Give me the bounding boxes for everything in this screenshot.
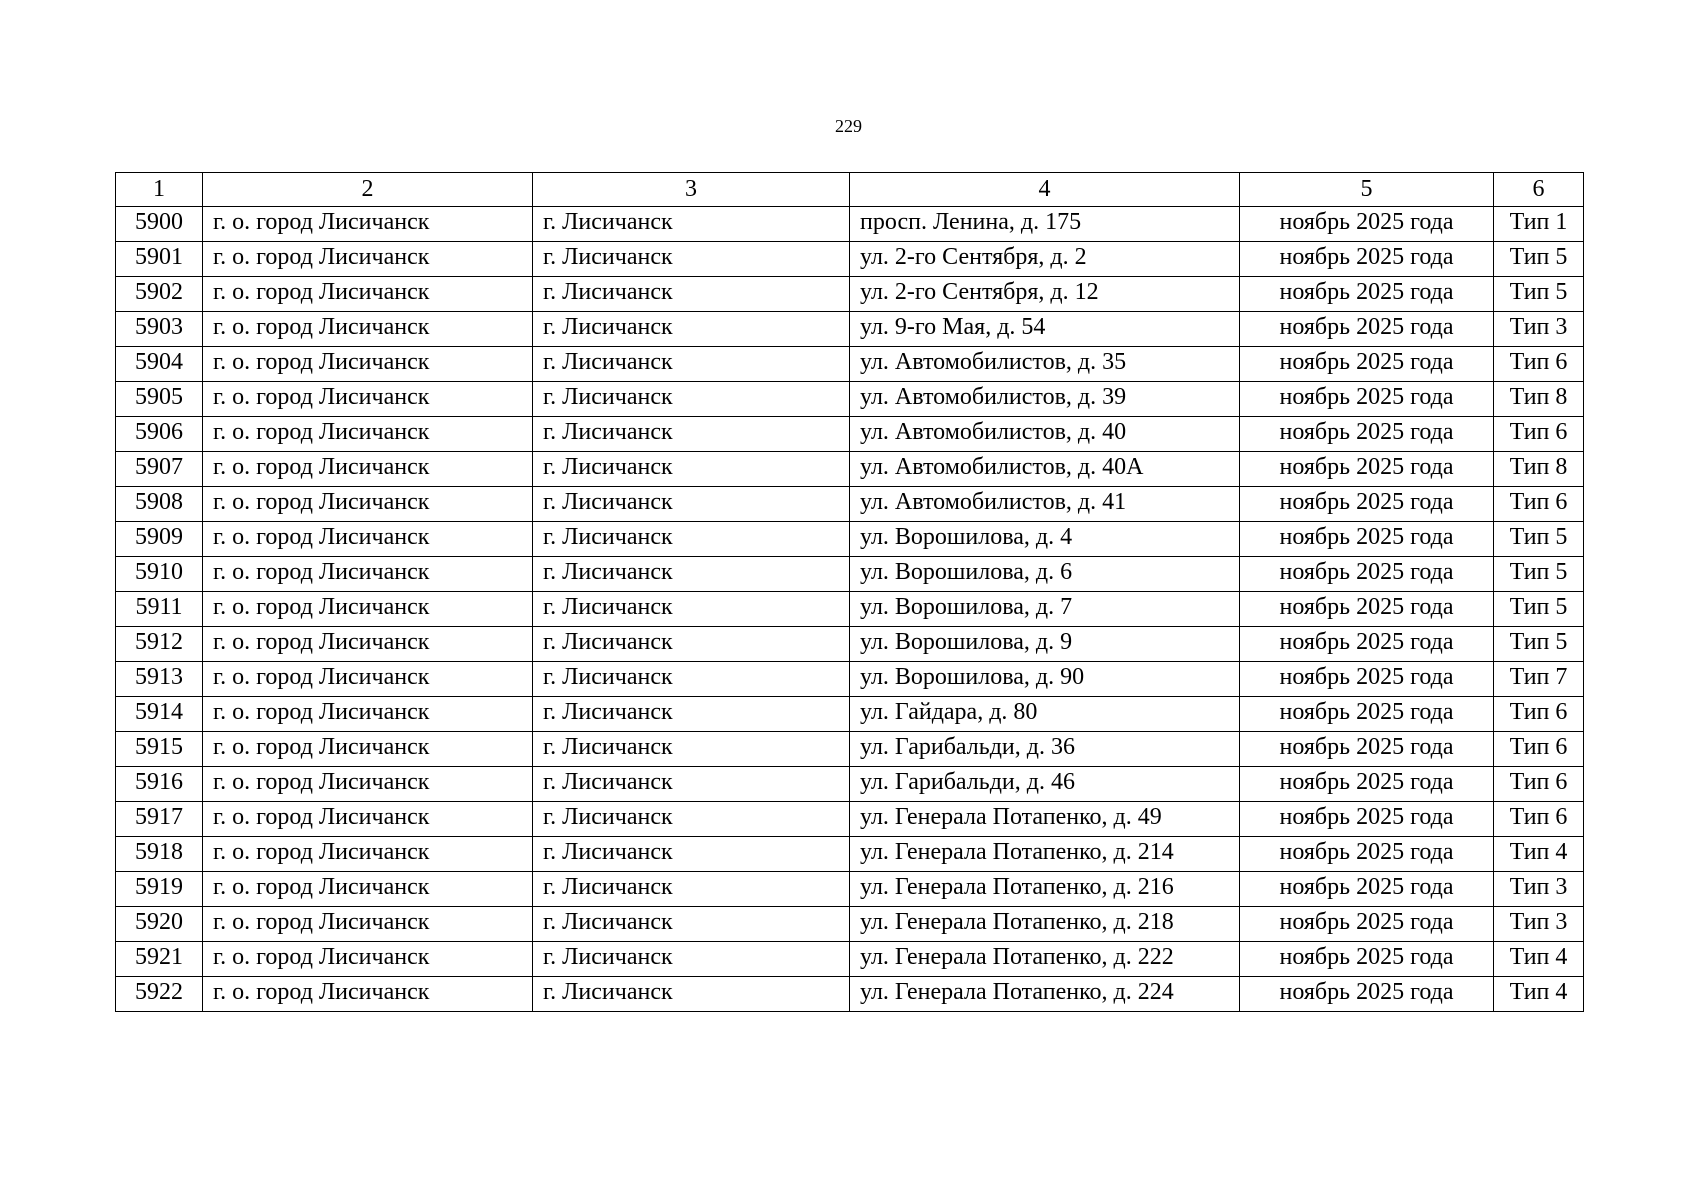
cell-district: г. о. город Лисичанск <box>203 452 533 487</box>
cell-type: Тип 4 <box>1494 977 1584 1012</box>
table-header <box>116 173 1584 207</box>
column-header-6: 6 <box>1494 173 1584 207</box>
cell-address: ул. Ворошилова, д. 9 <box>850 627 1240 662</box>
cell-address: ул. Генерала Потапенко, д. 218 <box>850 907 1240 942</box>
cell-date: ноябрь 2025 года <box>1240 557 1494 592</box>
cell-address: ул. Ворошилова, д. 6 <box>850 557 1240 592</box>
cell-address: ул. Генерала Потапенко, д. 222 <box>850 942 1240 977</box>
cell-type: Тип 4 <box>1494 837 1584 872</box>
cell-date: ноябрь 2025 года <box>1240 942 1494 977</box>
cell-type: Тип 4 <box>1494 942 1584 977</box>
table-row <box>116 242 1584 277</box>
cell-number: 5922 <box>116 977 203 1012</box>
table-row <box>116 592 1584 627</box>
cell-type: Тип 5 <box>1494 242 1584 277</box>
cell-date: ноябрь 2025 года <box>1240 207 1494 242</box>
cell-number: 5903 <box>116 312 203 347</box>
table-row <box>116 802 1584 837</box>
cell-number: 5912 <box>116 627 203 662</box>
header-row <box>116 173 1584 207</box>
cell-city: г. Лисичанск <box>533 662 850 697</box>
cell-district: г. о. город Лисичанск <box>203 382 533 417</box>
cell-address: ул. Гарибальди, д. 46 <box>850 767 1240 802</box>
table-row <box>116 977 1584 1012</box>
cell-district: г. о. город Лисичанск <box>203 732 533 767</box>
cell-type: Тип 6 <box>1494 802 1584 837</box>
table-row <box>116 662 1584 697</box>
cell-date: ноябрь 2025 года <box>1240 347 1494 382</box>
cell-address: ул. Автомобилистов, д. 41 <box>850 487 1240 522</box>
cell-type: Тип 8 <box>1494 452 1584 487</box>
cell-number: 5913 <box>116 662 203 697</box>
column-header-4: 4 <box>850 173 1240 207</box>
cell-number: 5919 <box>116 872 203 907</box>
table-row <box>116 207 1584 242</box>
cell-date: ноябрь 2025 года <box>1240 417 1494 452</box>
cell-city: г. Лисичанск <box>533 907 850 942</box>
cell-type: Тип 6 <box>1494 697 1584 732</box>
cell-address: ул. Генерала Потапенко, д. 216 <box>850 872 1240 907</box>
cell-number: 5900 <box>116 207 203 242</box>
table-row <box>116 487 1584 522</box>
cell-date: ноябрь 2025 года <box>1240 522 1494 557</box>
cell-type: Тип 5 <box>1494 522 1584 557</box>
cell-number: 5917 <box>116 802 203 837</box>
cell-district: г. о. город Лисичанск <box>203 592 533 627</box>
cell-address: ул. Ворошилова, д. 4 <box>850 522 1240 557</box>
cell-city: г. Лисичанск <box>533 872 850 907</box>
cell-address: ул. 2-го Сентября, д. 2 <box>850 242 1240 277</box>
cell-number: 5918 <box>116 837 203 872</box>
cell-number: 5901 <box>116 242 203 277</box>
cell-district: г. о. город Лисичанск <box>203 767 533 802</box>
cell-address: ул. 2-го Сентября, д. 12 <box>850 277 1240 312</box>
cell-date: ноябрь 2025 года <box>1240 872 1494 907</box>
cell-number: 5905 <box>116 382 203 417</box>
cell-date: ноябрь 2025 года <box>1240 767 1494 802</box>
cell-date: ноябрь 2025 года <box>1240 977 1494 1012</box>
cell-number: 5907 <box>116 452 203 487</box>
cell-city: г. Лисичанск <box>533 347 850 382</box>
table-row <box>116 732 1584 767</box>
cell-district: г. о. город Лисичанск <box>203 802 533 837</box>
column-header-2: 2 <box>203 173 533 207</box>
cell-district: г. о. город Лисичанск <box>203 977 533 1012</box>
table-row <box>116 347 1584 382</box>
cell-date: ноябрь 2025 года <box>1240 277 1494 312</box>
cell-city: г. Лисичанск <box>533 487 850 522</box>
page-number: 229 <box>835 116 862 136</box>
cell-district: г. о. город Лисичанск <box>203 312 533 347</box>
cell-city: г. Лисичанск <box>533 452 850 487</box>
table-row <box>116 382 1584 417</box>
cell-date: ноябрь 2025 года <box>1240 907 1494 942</box>
cell-address: ул. Автомобилистов, д. 40А <box>850 452 1240 487</box>
table-row <box>116 837 1584 872</box>
table-row <box>116 277 1584 312</box>
cell-city: г. Лисичанск <box>533 242 850 277</box>
cell-city: г. Лисичанск <box>533 802 850 837</box>
cell-city: г. Лисичанск <box>533 382 850 417</box>
table-body <box>116 207 1584 1012</box>
cell-city: г. Лисичанск <box>533 417 850 452</box>
cell-number: 5911 <box>116 592 203 627</box>
cell-date: ноябрь 2025 года <box>1240 837 1494 872</box>
cell-district: г. о. город Лисичанск <box>203 207 533 242</box>
cell-type: Тип 3 <box>1494 872 1584 907</box>
cell-district: г. о. город Лисичанск <box>203 942 533 977</box>
cell-date: ноябрь 2025 года <box>1240 592 1494 627</box>
cell-date: ноябрь 2025 года <box>1240 662 1494 697</box>
cell-date: ноябрь 2025 года <box>1240 242 1494 277</box>
cell-address: ул. Ворошилова, д. 7 <box>850 592 1240 627</box>
cell-number: 5921 <box>116 942 203 977</box>
cell-city: г. Лисичанск <box>533 522 850 557</box>
cell-city: г. Лисичанск <box>533 312 850 347</box>
cell-type: Тип 6 <box>1494 347 1584 382</box>
cell-address: ул. Гайдара, д. 80 <box>850 697 1240 732</box>
cell-district: г. о. город Лисичанск <box>203 487 533 522</box>
cell-number: 5910 <box>116 557 203 592</box>
cell-date: ноябрь 2025 года <box>1240 312 1494 347</box>
cell-district: г. о. город Лисичанск <box>203 347 533 382</box>
cell-address: ул. Ворошилова, д. 90 <box>850 662 1240 697</box>
cell-type: Тип 6 <box>1494 767 1584 802</box>
cell-city: г. Лисичанск <box>533 767 850 802</box>
cell-date: ноябрь 2025 года <box>1240 487 1494 522</box>
cell-number: 5904 <box>116 347 203 382</box>
cell-type: Тип 1 <box>1494 207 1584 242</box>
cell-district: г. о. город Лисичанск <box>203 837 533 872</box>
cell-type: Тип 6 <box>1494 487 1584 522</box>
cell-type: Тип 5 <box>1494 627 1584 662</box>
cell-city: г. Лисичанск <box>533 627 850 662</box>
cell-address: ул. Автомобилистов, д. 40 <box>850 417 1240 452</box>
cell-type: Тип 6 <box>1494 417 1584 452</box>
table-row <box>116 557 1584 592</box>
table-row <box>116 417 1584 452</box>
cell-address: ул. Генерала Потапенко, д. 49 <box>850 802 1240 837</box>
cell-number: 5915 <box>116 732 203 767</box>
cell-date: ноябрь 2025 года <box>1240 452 1494 487</box>
cell-district: г. о. город Лисичанск <box>203 627 533 662</box>
cell-type: Тип 3 <box>1494 907 1584 942</box>
cell-city: г. Лисичанск <box>533 977 850 1012</box>
cell-type: Тип 5 <box>1494 277 1584 312</box>
cell-address: просп. Ленина, д. 175 <box>850 207 1240 242</box>
cell-address: ул. Автомобилистов, д. 35 <box>850 347 1240 382</box>
cell-city: г. Лисичанск <box>533 942 850 977</box>
table-row <box>116 522 1584 557</box>
cell-date: ноябрь 2025 года <box>1240 697 1494 732</box>
table-row <box>116 872 1584 907</box>
cell-address: ул. Генерала Потапенко, д. 214 <box>850 837 1240 872</box>
table-row <box>116 627 1584 662</box>
cell-district: г. о. город Лисичанск <box>203 522 533 557</box>
column-header-5: 5 <box>1240 173 1494 207</box>
table-row <box>116 767 1584 802</box>
cell-district: г. о. город Лисичанск <box>203 907 533 942</box>
table-row <box>116 452 1584 487</box>
cell-number: 5914 <box>116 697 203 732</box>
cell-city: г. Лисичанск <box>533 697 850 732</box>
cell-district: г. о. город Лисичанск <box>203 662 533 697</box>
cell-date: ноябрь 2025 года <box>1240 732 1494 767</box>
cell-city: г. Лисичанск <box>533 837 850 872</box>
cell-district: г. о. город Лисичанск <box>203 242 533 277</box>
cell-type: Тип 7 <box>1494 662 1584 697</box>
cell-address: ул. Гарибальди, д. 36 <box>850 732 1240 767</box>
cell-district: г. о. город Лисичанск <box>203 557 533 592</box>
cell-type: Тип 8 <box>1494 382 1584 417</box>
cell-city: г. Лисичанск <box>533 732 850 767</box>
cell-address: ул. Автомобилистов, д. 39 <box>850 382 1240 417</box>
cell-number: 5906 <box>116 417 203 452</box>
table-row <box>116 907 1584 942</box>
cell-district: г. о. город Лисичанск <box>203 872 533 907</box>
cell-type: Тип 5 <box>1494 592 1584 627</box>
cell-address: ул. Генерала Потапенко, д. 224 <box>850 977 1240 1012</box>
table-row <box>116 697 1584 732</box>
table-row <box>116 312 1584 347</box>
cell-date: ноябрь 2025 года <box>1240 802 1494 837</box>
cell-city: г. Лисичанск <box>533 592 850 627</box>
cell-city: г. Лисичанск <box>533 207 850 242</box>
cell-address: ул. 9-го Мая, д. 54 <box>850 312 1240 347</box>
cell-district: г. о. город Лисичанск <box>203 277 533 312</box>
registry-table <box>115 172 1584 1012</box>
cell-date: ноябрь 2025 года <box>1240 627 1494 662</box>
cell-district: г. о. город Лисичанск <box>203 697 533 732</box>
cell-date: ноябрь 2025 года <box>1240 382 1494 417</box>
cell-type: Тип 5 <box>1494 557 1584 592</box>
cell-city: г. Лисичанск <box>533 557 850 592</box>
cell-number: 5920 <box>116 907 203 942</box>
cell-number: 5909 <box>116 522 203 557</box>
cell-number: 5916 <box>116 767 203 802</box>
cell-number: 5902 <box>116 277 203 312</box>
cell-city: г. Лисичанск <box>533 277 850 312</box>
table-row <box>116 942 1584 977</box>
column-header-3: 3 <box>533 173 850 207</box>
cell-district: г. о. город Лисичанск <box>203 417 533 452</box>
cell-type: Тип 3 <box>1494 312 1584 347</box>
column-header-1: 1 <box>116 173 203 207</box>
cell-number: 5908 <box>116 487 203 522</box>
cell-type: Тип 6 <box>1494 732 1584 767</box>
